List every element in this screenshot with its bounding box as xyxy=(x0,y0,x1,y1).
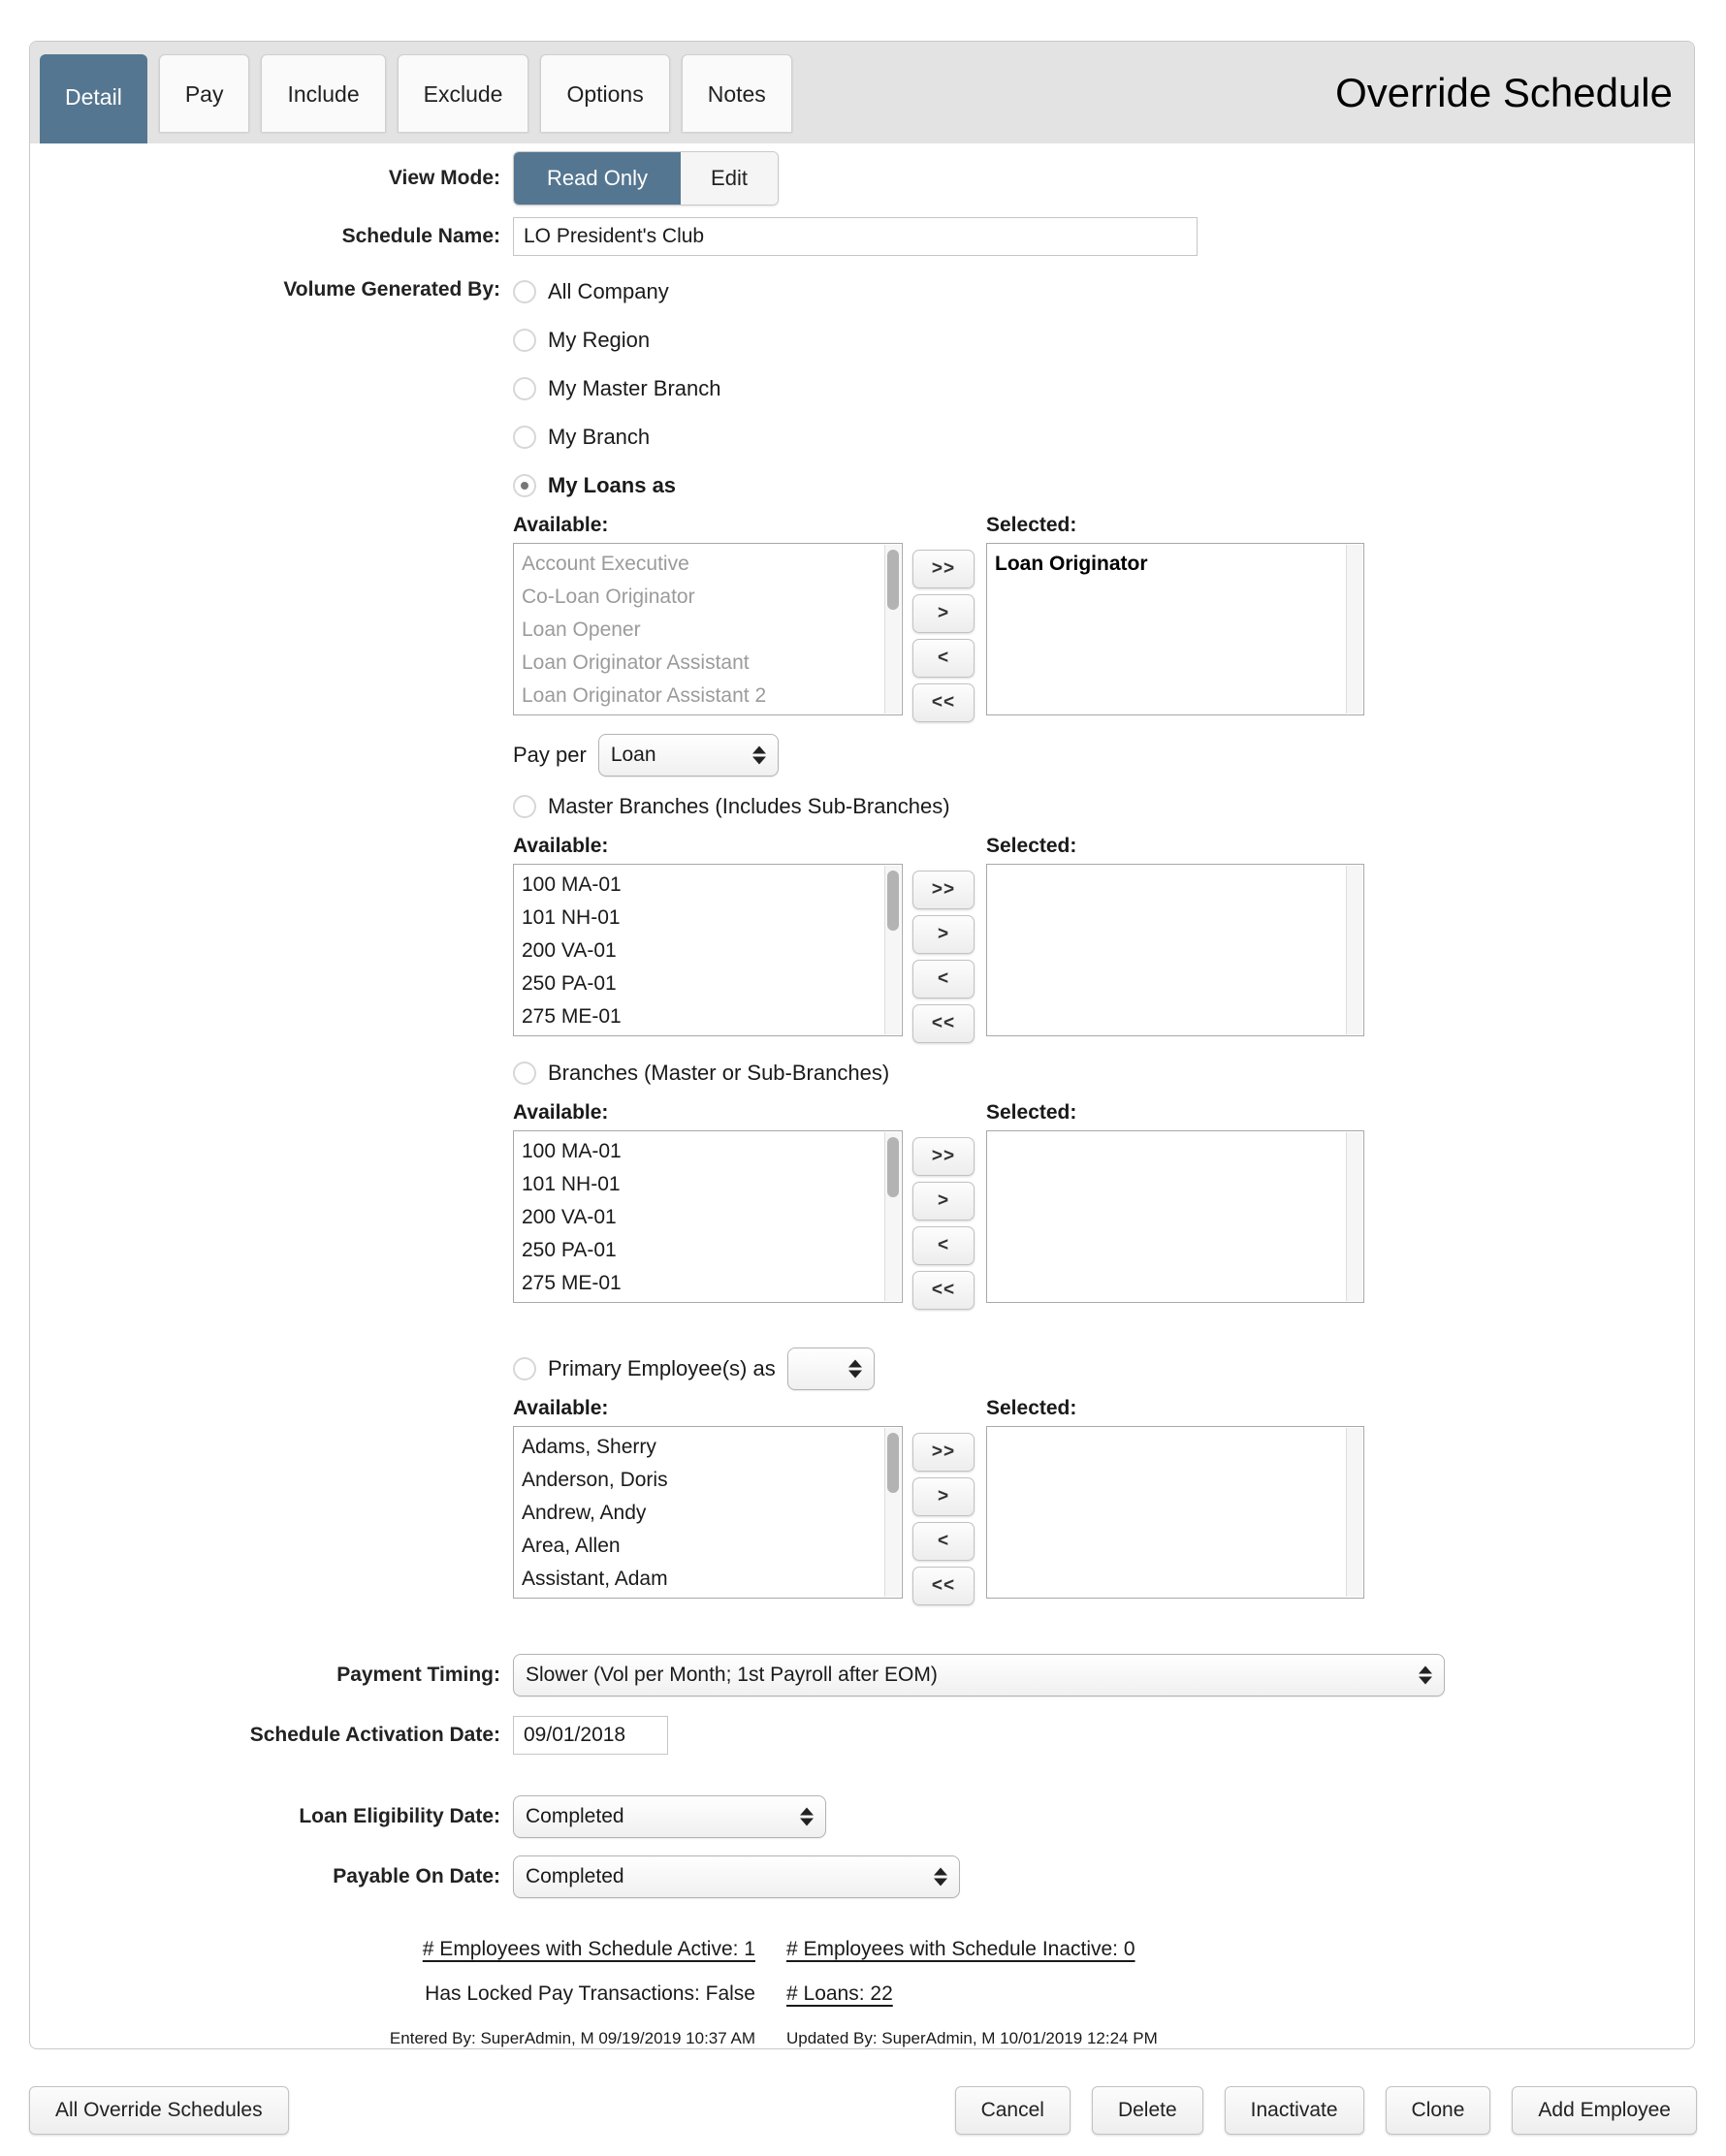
master-branches-selected-list[interactable] xyxy=(986,864,1364,1036)
branches-label: Branches (Master or Sub-Branches) xyxy=(548,1061,890,1085)
branches-dual-listbox xyxy=(513,1101,1364,1310)
radio-master-branches xyxy=(513,782,1364,831)
view-mode-label: View Mode: xyxy=(388,167,500,189)
branches-radio[interactable] xyxy=(513,1062,536,1085)
scrollbar[interactable] xyxy=(1346,1428,1362,1597)
move-all-left-button[interactable]: << xyxy=(912,683,975,722)
list-option[interactable]: 275 ME-01 xyxy=(522,1005,622,1028)
delete-button[interactable]: Delete xyxy=(1092,2086,1203,2135)
move-right-button[interactable]: > xyxy=(912,1477,975,1516)
master-branches-selected-label: Selected: xyxy=(986,835,1077,857)
locked-pay-transactions: Has Locked Pay Transactions: False xyxy=(425,1982,755,2005)
roles-selected-label: Selected: xyxy=(986,514,1077,536)
master-branches-dual-listbox xyxy=(513,835,1364,1043)
updated-by-text: Updated By: SuperAdmin, M 10/01/2019 12:24 PM xyxy=(786,2029,1158,2047)
view-mode-row xyxy=(30,151,1694,206)
tab-bar xyxy=(30,42,1694,143)
branches-transfer-buttons xyxy=(912,1137,975,1310)
select-arrows-icon xyxy=(752,746,766,765)
my-loans-as-radio[interactable] xyxy=(513,474,536,497)
radio-my-region xyxy=(513,316,1364,365)
page-title: Override Schedule xyxy=(1335,69,1673,115)
my-loans-as-label: My Loans as xyxy=(548,473,677,497)
move-all-left-button[interactable]: << xyxy=(912,1567,975,1605)
move-all-right-button[interactable]: >> xyxy=(912,550,975,588)
employees-dual-listbox xyxy=(513,1397,1364,1605)
clone-button[interactable]: Clone xyxy=(1386,2086,1491,2135)
entered-by-text: Entered By: SuperAdmin, M 09/19/2019 10:37 AM xyxy=(389,2029,755,2047)
my-master-branch-label: My Master Branch xyxy=(548,376,721,400)
scrollbar[interactable] xyxy=(1346,1132,1362,1301)
payable-on-date-row xyxy=(30,1855,1694,1898)
list-option[interactable]: Area, Allen xyxy=(522,1535,621,1557)
inactivate-button[interactable]: Inactivate xyxy=(1225,2086,1364,2135)
roles-available-list[interactable] xyxy=(513,543,903,715)
payment-timing-label: Payment Timing: xyxy=(336,1664,500,1686)
scrollbar[interactable] xyxy=(884,545,901,713)
primary-employees-label: Primary Employee(s) as xyxy=(548,1356,776,1380)
employees-active-link[interactable]: # Employees with Schedule Active: 1 xyxy=(422,1938,755,1960)
radio-my-master-branch xyxy=(513,365,1364,413)
list-option[interactable]: 101 NH-01 xyxy=(522,906,621,929)
pay-per-select[interactable]: Loan xyxy=(598,734,779,777)
list-option[interactable]: Adams, Sherry xyxy=(522,1436,656,1458)
list-option[interactable]: Loan Originator Assistant 2 xyxy=(522,684,767,707)
master-branches-label: Master Branches (Includes Sub-Branches) xyxy=(548,794,950,818)
loans-count-link[interactable]: # Loans: 22 xyxy=(786,1982,893,2005)
payable-on-date-select[interactable]: Completed xyxy=(513,1855,960,1898)
all-company-radio[interactable] xyxy=(513,280,536,303)
read-only-button[interactable]: Read Only xyxy=(514,152,681,205)
schedule-activation-date-row xyxy=(30,1716,1694,1755)
list-option[interactable]: Andrew, Andy xyxy=(522,1502,647,1524)
my-branch-label: My Branch xyxy=(548,425,651,449)
list-option[interactable]: Loan Originator xyxy=(995,553,1148,575)
list-option[interactable]: 100 MA-01 xyxy=(522,1140,622,1162)
roles-dual-listbox xyxy=(513,514,1364,722)
my-master-branch-radio[interactable] xyxy=(513,377,536,400)
my-branch-radio[interactable] xyxy=(513,426,536,449)
list-option[interactable]: Assistant, Adam xyxy=(522,1568,668,1590)
move-all-left-button[interactable]: << xyxy=(912,1004,975,1043)
radio-my-loans-as xyxy=(513,461,1364,510)
master-branches-available-label: Available: xyxy=(513,835,609,857)
move-right-button[interactable]: > xyxy=(912,594,975,633)
tab-notes[interactable]: Notes xyxy=(682,54,792,132)
all-company-label: All Company xyxy=(548,279,669,303)
master-branches-transfer-buttons xyxy=(912,871,975,1043)
my-region-label: My Region xyxy=(548,328,651,352)
employees-inactive-link[interactable]: # Employees with Schedule Inactive: 0 xyxy=(786,1938,1135,1960)
branches-selected-label: Selected: xyxy=(986,1101,1077,1124)
scrollbar[interactable] xyxy=(1346,866,1362,1034)
payment-timing-select[interactable]: Slower (Vol per Month; 1st Payroll after EOM) xyxy=(513,1654,1445,1696)
tab-pay[interactable]: Pay xyxy=(159,54,250,132)
scrollbar[interactable] xyxy=(884,1428,901,1597)
select-arrows-icon xyxy=(848,1360,862,1379)
loan-eligibility-date-select[interactable]: Completed xyxy=(513,1795,826,1838)
move-all-right-button[interactable]: >> xyxy=(912,1137,975,1176)
scrollbar[interactable] xyxy=(884,866,901,1034)
employees-transfer-buttons xyxy=(912,1433,975,1605)
footer-button-bar xyxy=(0,2086,1726,2135)
move-left-button[interactable]: < xyxy=(912,639,975,678)
edit-button[interactable]: Edit xyxy=(681,152,778,205)
scrollbar[interactable] xyxy=(884,1132,901,1301)
list-option[interactable]: Anderson, Doris xyxy=(522,1469,668,1491)
move-left-button[interactable]: < xyxy=(912,1522,975,1561)
employees-selected-label: Selected: xyxy=(986,1397,1077,1419)
tab-exclude[interactable]: Exclude xyxy=(398,54,529,132)
payable-on-date-label: Payable On Date: xyxy=(333,1865,500,1887)
branches-selected-list[interactable] xyxy=(986,1130,1364,1303)
list-option[interactable]: 275 ME-01 xyxy=(522,1272,622,1294)
roles-selected-list[interactable] xyxy=(986,543,1364,715)
scrollbar[interactable] xyxy=(1346,545,1362,713)
list-option[interactable]: Co-Loan Originator xyxy=(522,586,695,608)
move-all-left-button[interactable]: << xyxy=(912,1271,975,1310)
tab-options[interactable]: Options xyxy=(540,54,669,132)
all-override-schedules-button[interactable]: All Override Schedules xyxy=(29,2086,289,2135)
branches-available-list[interactable] xyxy=(513,1130,903,1303)
roles-available-label: Available: xyxy=(513,514,609,536)
schedule-name-row xyxy=(30,217,1694,256)
select-arrows-icon xyxy=(800,1808,814,1826)
move-right-button[interactable]: > xyxy=(912,1182,975,1221)
move-all-right-button[interactable]: >> xyxy=(912,871,975,909)
employees-selected-list[interactable] xyxy=(986,1426,1364,1599)
schedule-stats xyxy=(30,1927,1694,2061)
list-option[interactable]: 200 VA-01 xyxy=(522,1206,617,1228)
master-branches-radio[interactable] xyxy=(513,795,536,818)
list-option[interactable]: 100 MA-01 xyxy=(522,873,622,896)
list-option[interactable]: 250 PA-01 xyxy=(522,972,617,995)
volume-generated-by-label: Volume Generated By: xyxy=(283,278,500,301)
primary-employee-role-select[interactable] xyxy=(787,1348,875,1390)
radio-all-company xyxy=(513,268,1364,316)
loan-eligibility-date-label: Loan Eligibility Date: xyxy=(299,1805,500,1827)
schedule-activation-date-input[interactable] xyxy=(513,1716,668,1755)
move-left-button[interactable]: < xyxy=(912,960,975,999)
radio-my-branch xyxy=(513,413,1364,461)
pay-per-label: Pay per xyxy=(513,743,587,767)
volume-options xyxy=(513,268,1364,1605)
add-employee-button[interactable]: Add Employee xyxy=(1512,2086,1697,2135)
tab-include[interactable]: Include xyxy=(261,54,385,132)
volume-generated-by-row xyxy=(30,268,1694,1605)
my-region-radio[interactable] xyxy=(513,329,536,352)
payment-timing-row xyxy=(30,1654,1694,1696)
list-option[interactable]: 101 NH-01 xyxy=(522,1173,621,1195)
override-schedule-panel xyxy=(29,41,1695,2049)
list-option[interactable]: 250 PA-01 xyxy=(522,1239,617,1261)
tab-detail[interactable]: Detail xyxy=(40,54,147,143)
employees-available-list[interactable] xyxy=(513,1426,903,1599)
pay-per-row xyxy=(513,734,1364,777)
roles-transfer-buttons xyxy=(912,550,975,722)
move-left-button[interactable]: < xyxy=(912,1226,975,1265)
move-all-right-button[interactable]: >> xyxy=(912,1433,975,1472)
radio-primary-employees xyxy=(513,1345,1364,1393)
select-arrows-icon xyxy=(1419,1666,1432,1685)
schedule-name-label: Schedule Name: xyxy=(341,225,500,247)
list-option[interactable]: Loan Opener xyxy=(522,618,641,641)
loan-eligibility-date-row xyxy=(30,1795,1694,1838)
list-option[interactable]: Account Executive xyxy=(522,553,689,575)
master-branches-available-list[interactable] xyxy=(513,864,903,1036)
schedule-activation-date-label: Schedule Activation Date: xyxy=(249,1724,500,1746)
list-option[interactable]: Loan Originator Assistant xyxy=(522,651,750,674)
list-option[interactable]: 200 VA-01 xyxy=(522,939,617,962)
move-right-button[interactable]: > xyxy=(912,915,975,954)
select-arrows-icon xyxy=(934,1868,947,1886)
primary-employees-radio[interactable] xyxy=(513,1357,536,1380)
branches-available-label: Available: xyxy=(513,1101,609,1124)
radio-branches xyxy=(513,1049,1364,1097)
employees-available-label: Available: xyxy=(513,1397,609,1419)
schedule-name-input[interactable] xyxy=(513,217,1198,256)
cancel-button[interactable]: Cancel xyxy=(955,2086,1071,2135)
view-mode-toggle xyxy=(513,151,779,206)
